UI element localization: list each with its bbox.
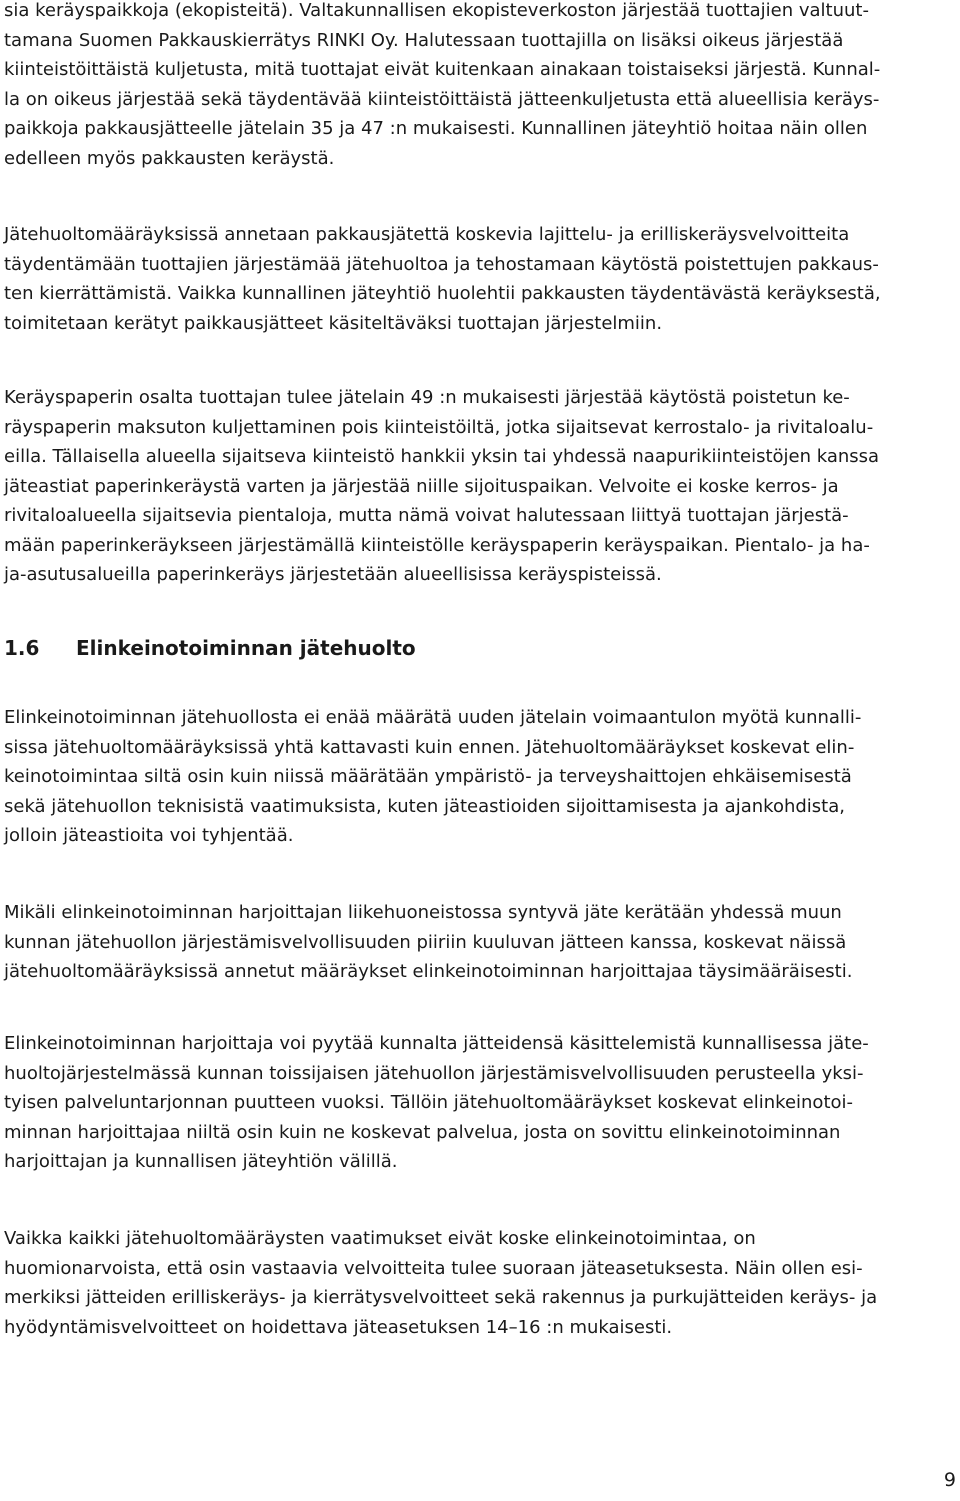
text-line: Keräyspaperin osalta tuottajan tulee jätelain 49 :n mukaisesti järjestää käytöstä poistetun ke-	[4, 387, 850, 408]
text-line: Jätehuoltomääräyksissä annetaan pakkausjätettä koskevia lajittelu- ja erilliskeräysvelvoitteita	[4, 224, 850, 245]
section-title: Elinkeinotoiminnan jätehuolto	[76, 636, 416, 660]
text-line: toimitetaan kerätyt paikkausjätteet käsiteltäväksi tuottajan järjestelmiin.	[4, 312, 663, 334]
text-line: jätehuoltomääräyksissä annetut määräykset elinkeinotoiminnan harjoittajaa täysimääräisesti.	[4, 961, 853, 982]
text-line: keinotoimintaa siltä osin kuin niissä määrätään ympäristö- ja terveyshaittojen ehkäisemisestä	[4, 766, 852, 787]
paragraph-secondary-service	[4, 1029, 869, 1177]
text-line: rivitaloalueella sijaitsevia pientaloja, mutta nämä voivat halutessaan liittyä tuottajan järjestä-	[4, 505, 849, 526]
text-line: täydentämään tuottajien järjestämää jätehuoltoa ja tehostamaan käytöstä poistettujen pakkaus-	[4, 253, 879, 275]
text-line: ja-asutusalueilla paperinkeräys järjestetään alueellisissa keräyspisteissä.	[4, 564, 662, 585]
text-line: la on oikeus järjestää sekä täydentävää kiinteistöittäistä jätteenkuljetusta että alueellisia keräys-	[4, 88, 880, 110]
text-line: huomionarvoista, että osin vastaavia velvoitteita tulee suoraan jäteasetuksesta. Näin ollen esi-	[4, 1257, 863, 1279]
text-line: kiinteistöittäistä kuljetusta, mitä tuottajat eivät kuitenkaan ainakaan toistaiseksi järjestä. Kunnal-	[4, 59, 881, 80]
text-line: kunnan jätehuollon järjestämisvelvollisuuden piiriin kuuluvan jätteen kanssa, koskevat näissä	[4, 931, 847, 953]
section-number: 1.6	[4, 636, 40, 660]
text-line: sia keräyspaikkoja (ekopisteitä). Valtakunnallisen ekopisteverkoston järjestää tuottajien valtuut-	[4, 0, 869, 21]
text-line: eilla. Tällaisella alueella sijaitseva kiinteistö hankkii yksin tai yhdessä naapurikiinteistöjen kanssa	[4, 446, 880, 467]
text-line: Mikäli elinkeinotoiminnan harjoittajan liikehuoneistossa syntyvä jäte kerätään yhdessä muun	[4, 902, 842, 923]
paragraph-shared-collection	[4, 898, 852, 987]
text-line: mään paperinkeräykseen järjestämällä kiinteistölle keräyspaperin keräyspaikan. Pientalo- ja ha-	[4, 534, 870, 556]
text-line: tamana Suomen Pakkauskierrätys RINKI Oy. Halutessaan tuottajilla on lisäksi oikeus järjestää	[4, 29, 844, 51]
paragraph-sorting-obligations	[4, 220, 881, 338]
page-number: 9	[943, 1469, 956, 1491]
text-line: merkiksi jätteiden erilliskeräys- ja kierrätysvelvoitteet sekä rakennus ja purkujätteiden keräys- ja	[4, 1287, 878, 1308]
paragraph-waste-decree	[4, 1224, 877, 1342]
section-heading	[4, 634, 416, 662]
text-line: räyspaperin maksuton kuljettaminen pois kiinteistöiltä, jotka sijaitsevat kerrostalo- ja rivitaloalu-	[4, 416, 874, 438]
paragraph-waste-paper	[4, 383, 879, 590]
text-line: huoltojärjestelmässä kunnan toissijaisen jätehuollon järjestämisvelvollisuuden perusteella yksi-	[4, 1062, 864, 1084]
text-line: harjoittajan ja kunnallisen jäteyhtiön välillä.	[4, 1151, 398, 1172]
text-line: hyödyntämisvelvoitteet on hoidettava jäteasetuksen 14–16 :n mukaisesti.	[4, 1316, 673, 1338]
text-line: jolloin jäteastioita voi tyhjentää.	[4, 825, 294, 846]
text-line: sissa jätehuoltomääräyksissä yhtä kattavasti kuin ennen. Jätehuoltomääräykset koskevat elin-	[4, 736, 855, 758]
text-line: minnan harjoittajaa niiltä osin kuin ne koskevat palvelua, josta on sovittu elinkeinotoiminnan	[4, 1121, 841, 1143]
text-line: tyisen palveluntarjonnan puutteen vuoksi. Tällöin jätehuoltomääräykset koskevat elinkeinotoi-	[4, 1092, 854, 1113]
text-line: Elinkeinotoiminnan harjoittaja voi pyytää kunnalta jätteidensä käsittelemistä kunnallisessa jäte-	[4, 1033, 869, 1054]
text-line: jäteastiat paperinkeräystä varten ja järjestää niille sijoituspaikan. Velvoite ei koske kerros- ja	[4, 475, 839, 497]
text-line: Elinkeinotoiminnan jätehuollosta ei enää määrätä uuden jätelain voimaantulon myötä kunnalli-	[4, 707, 862, 728]
text-line: paikkoja pakkausjätteelle jätelain 35 ja 47 :n mukaisesti. Kunnallinen jäteyhtiö hoitaa näin ollen	[4, 118, 868, 139]
paragraph-packaging-collection	[4, 0, 880, 173]
text-line: ten kierrättämistä. Vaikka kunnallinen jäteyhtiö huolehtii pakkausten täydentävästä keräyksestä,	[4, 283, 881, 304]
text-line: Vaikka kaikki jätehuoltomääräysten vaatimukset eivät koske elinkeinotoimintaa, on	[4, 1228, 756, 1249]
text-line: edelleen myös pakkausten keräystä.	[4, 147, 335, 169]
paragraph-business-waste	[4, 703, 861, 851]
text-line: sekä jätehuollon teknisistä vaatimuksista, kuten jäteastioiden sijoittamisesta ja ajankohdista,	[4, 795, 845, 817]
